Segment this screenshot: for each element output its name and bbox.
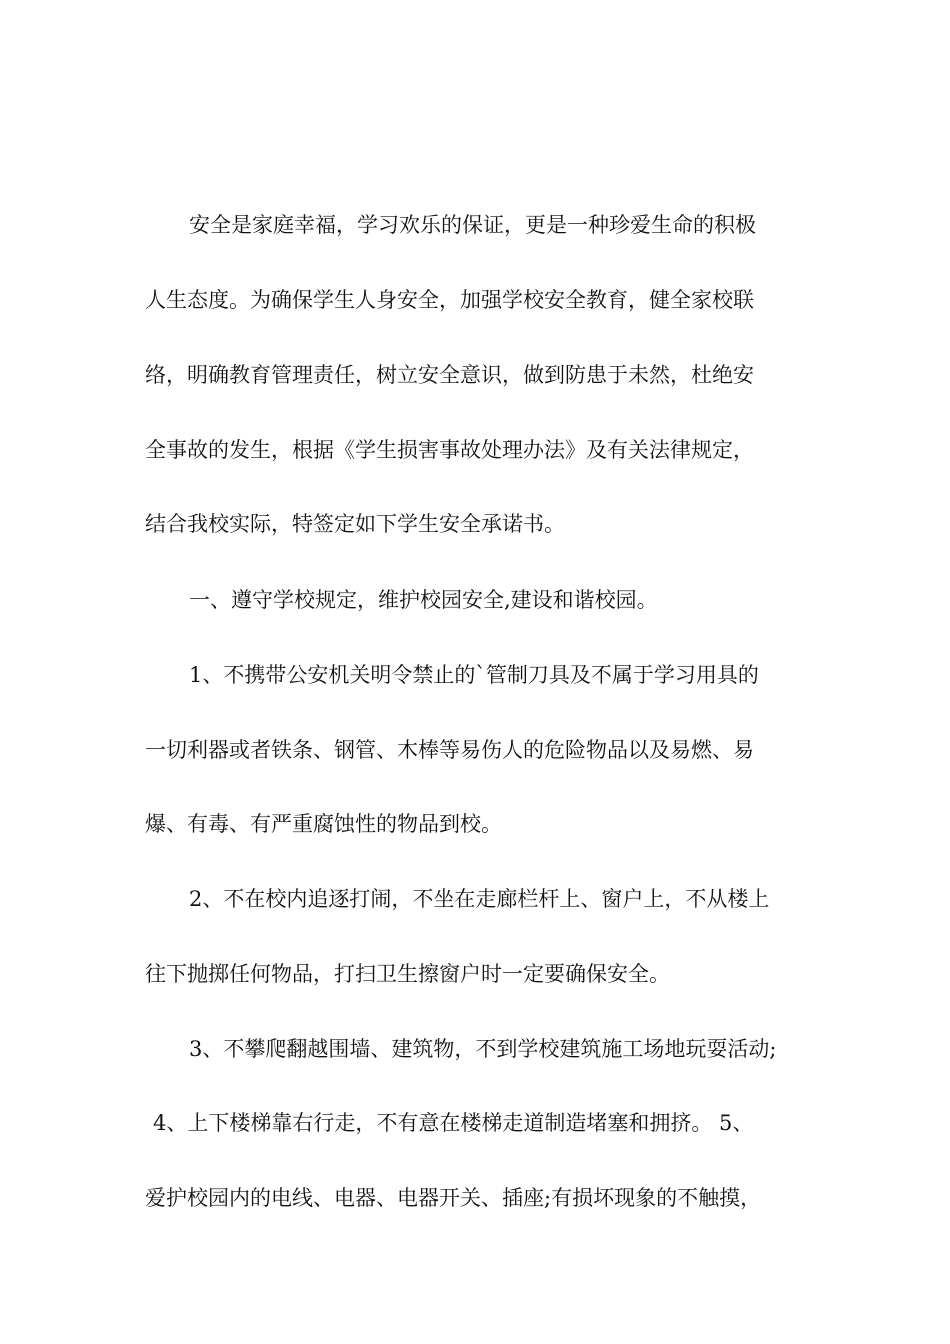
paragraph-line: 人生态度。为确保学生人身安全，加强学校安全教育，健全家校联 xyxy=(145,288,754,312)
paragraph-line: 一切利器或者铁条、钢管、木棒等易伤人的危险物品以及易燃、易 xyxy=(145,738,754,762)
paragraph-line: 4、上下楼梯靠右行走，不有意在楼梯走道制造堵塞和拥挤。 5、 xyxy=(153,1111,754,1135)
paragraph-line: 2、不在校内追逐打闹，不坐在走廊栏杆上、窗户上，不从楼上 xyxy=(189,887,770,911)
paragraph-line: 络，明确教育管理责任，树立安全意识，做到防患于未然，杜绝安 xyxy=(145,363,754,387)
paragraph-line: 1、不携带公安机关明令禁止的`管制刀具及不属于学习用具的 xyxy=(189,663,759,687)
paragraph-line: 爱护校园内的电线、电器、电器开关、插座;有损坏现象的不触摸， xyxy=(145,1186,762,1210)
paragraph-line: 爆、有毒、有严重腐蚀性的物品到校。 xyxy=(145,812,502,836)
section-heading: 一、遵守学校规定，维护校园安全,建设和谐校园。 xyxy=(189,588,658,612)
paragraph-line: 全事故的发生，根据《学生损害事故处理办法》及有关法律规定， xyxy=(145,438,754,462)
paragraph-line: 安全是家庭幸福，学习欢乐的保证，更是一种珍爱生命的积极 xyxy=(189,213,756,237)
paragraph-line: 往下抛掷任何物品，打扫卫生擦窗户时一定要确保安全。 xyxy=(145,962,670,986)
paragraph-line: 3、不攀爬翻越围墙、建筑物，不到学校建筑施工场地玩耍活动; xyxy=(189,1037,777,1061)
paragraph-line: 结合我校实际，特签定如下学生安全承诺书。 xyxy=(145,512,565,536)
